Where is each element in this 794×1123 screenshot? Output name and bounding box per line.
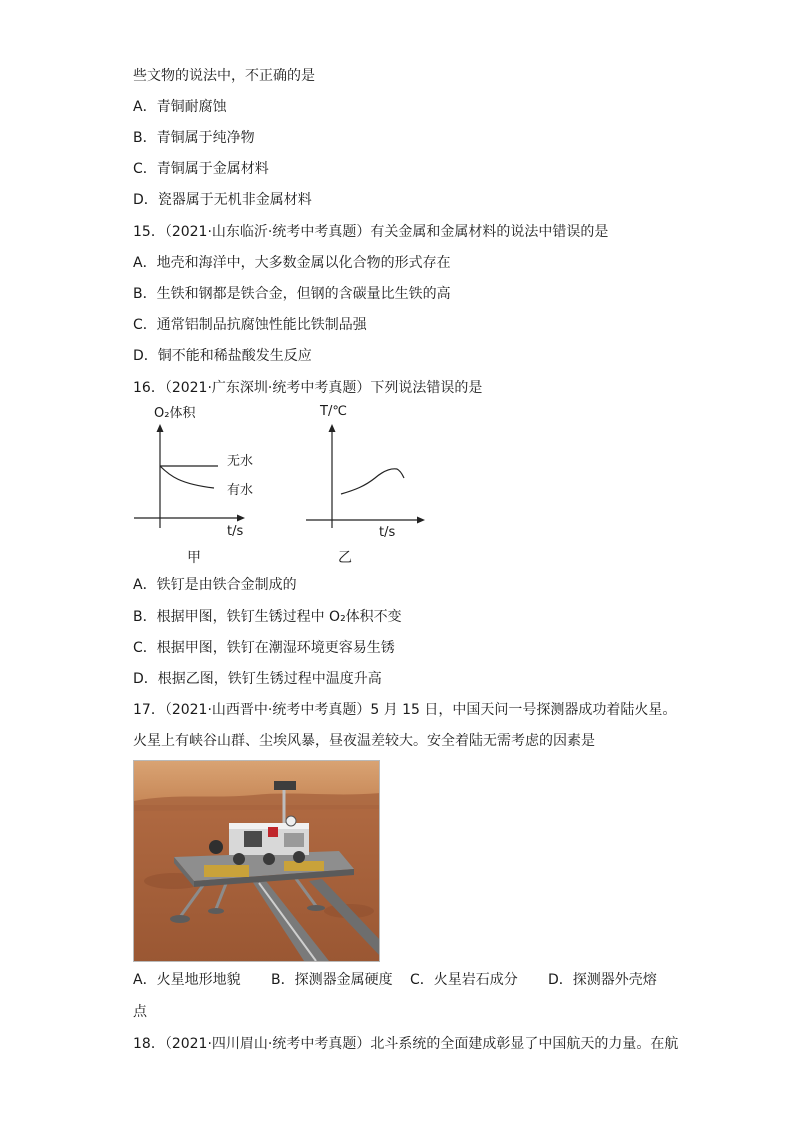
- yi-x-label: t/s: [379, 525, 396, 540]
- q15-option-a: A．地壳和海洋中，大多数金属以化合物的形式存在: [133, 255, 451, 271]
- mars-lander-illustration: [134, 761, 380, 962]
- q17-option-a: A．火星地形地貌: [133, 972, 241, 988]
- yi-x-arrow: [417, 517, 425, 524]
- q14-option-d: D．瓷器属于无机非金属材料: [133, 192, 312, 208]
- yi-caption: 乙: [338, 550, 352, 566]
- figure-jia-graph: [128, 420, 248, 530]
- q17-stem-line2: 火星上有峡谷山群、尘埃风暴，昼夜温差较大。安全着陆无需考虑的因素是: [133, 733, 595, 749]
- jia-x-arrow: [237, 515, 245, 522]
- yi-curve: [341, 469, 404, 494]
- figure-yi-graph: [300, 420, 430, 530]
- q16-stem: 16．（2021·广东深圳·统考中考真题）下列说法错误的是: [133, 380, 483, 396]
- jia-y-arrow: [157, 424, 164, 432]
- jia-y-label: O₂体积: [154, 406, 196, 421]
- q14-option-c: C．青铜属于金属材料: [133, 161, 269, 177]
- q15-option-c: C．通常铝制品抗腐蚀性能比铁制品强: [133, 317, 367, 333]
- q15-option-b: B．生铁和钢都是铁合金，但钢的含碳量比生铁的高: [133, 286, 451, 302]
- jia-caption: 甲: [187, 550, 201, 566]
- q15-option-d: D．铜不能和稀盐酸发生反应: [133, 348, 312, 364]
- q15-stem: 15．（2021·山东临沂·统考中考真题）有关金属和金属材料的说法中错误的是: [133, 224, 609, 240]
- q16-option-d: D．根据乙图，铁钉生锈过程中温度升高: [133, 671, 382, 687]
- yi-y-arrow: [329, 424, 336, 432]
- q18-stem: 18．（2021·四川眉山·统考中考真题）北斗系统的全面建成彰显了中国航天的力量。在航: [133, 1036, 679, 1052]
- yi-y-label: T/℃: [320, 404, 347, 419]
- q16-option-a: A．铁钉是由铁合金制成的: [133, 577, 297, 593]
- q17-option-d-wrap: 点: [133, 1004, 147, 1020]
- q17-option-c: C．火星岩石成分: [410, 972, 518, 988]
- q14-option-b: B．青铜属于纯净物: [133, 130, 255, 146]
- jia-curve-with-water: [160, 466, 214, 488]
- q17-stem-line1: 17．（2021·山西晋中·统考中考真题）5 月 15 日，中国天问一号探测器成功着陆火星。: [133, 702, 677, 718]
- jia-curve-label-with-water: 有水: [227, 483, 254, 498]
- q16-option-c: C．根据甲图，铁钉在潮湿环境更容易生锈: [133, 640, 395, 656]
- jia-x-label: t/s: [227, 524, 244, 539]
- q14-stem-tail: 些文物的说法中，不正确的是: [133, 68, 315, 84]
- q17-option-d: D．探测器外壳熔: [548, 972, 657, 988]
- q14-option-a: A．青铜耐腐蚀: [133, 99, 227, 115]
- q16-option-b: B．根据甲图，铁钉生锈过程中 O₂体积不变: [133, 609, 402, 625]
- q17-option-b: B．探测器金属硬度: [271, 972, 393, 988]
- jia-curve-label-no-water: 无水: [227, 454, 254, 469]
- mars-lander-photo: [133, 760, 380, 962]
- q17-options-row: [133, 970, 661, 990]
